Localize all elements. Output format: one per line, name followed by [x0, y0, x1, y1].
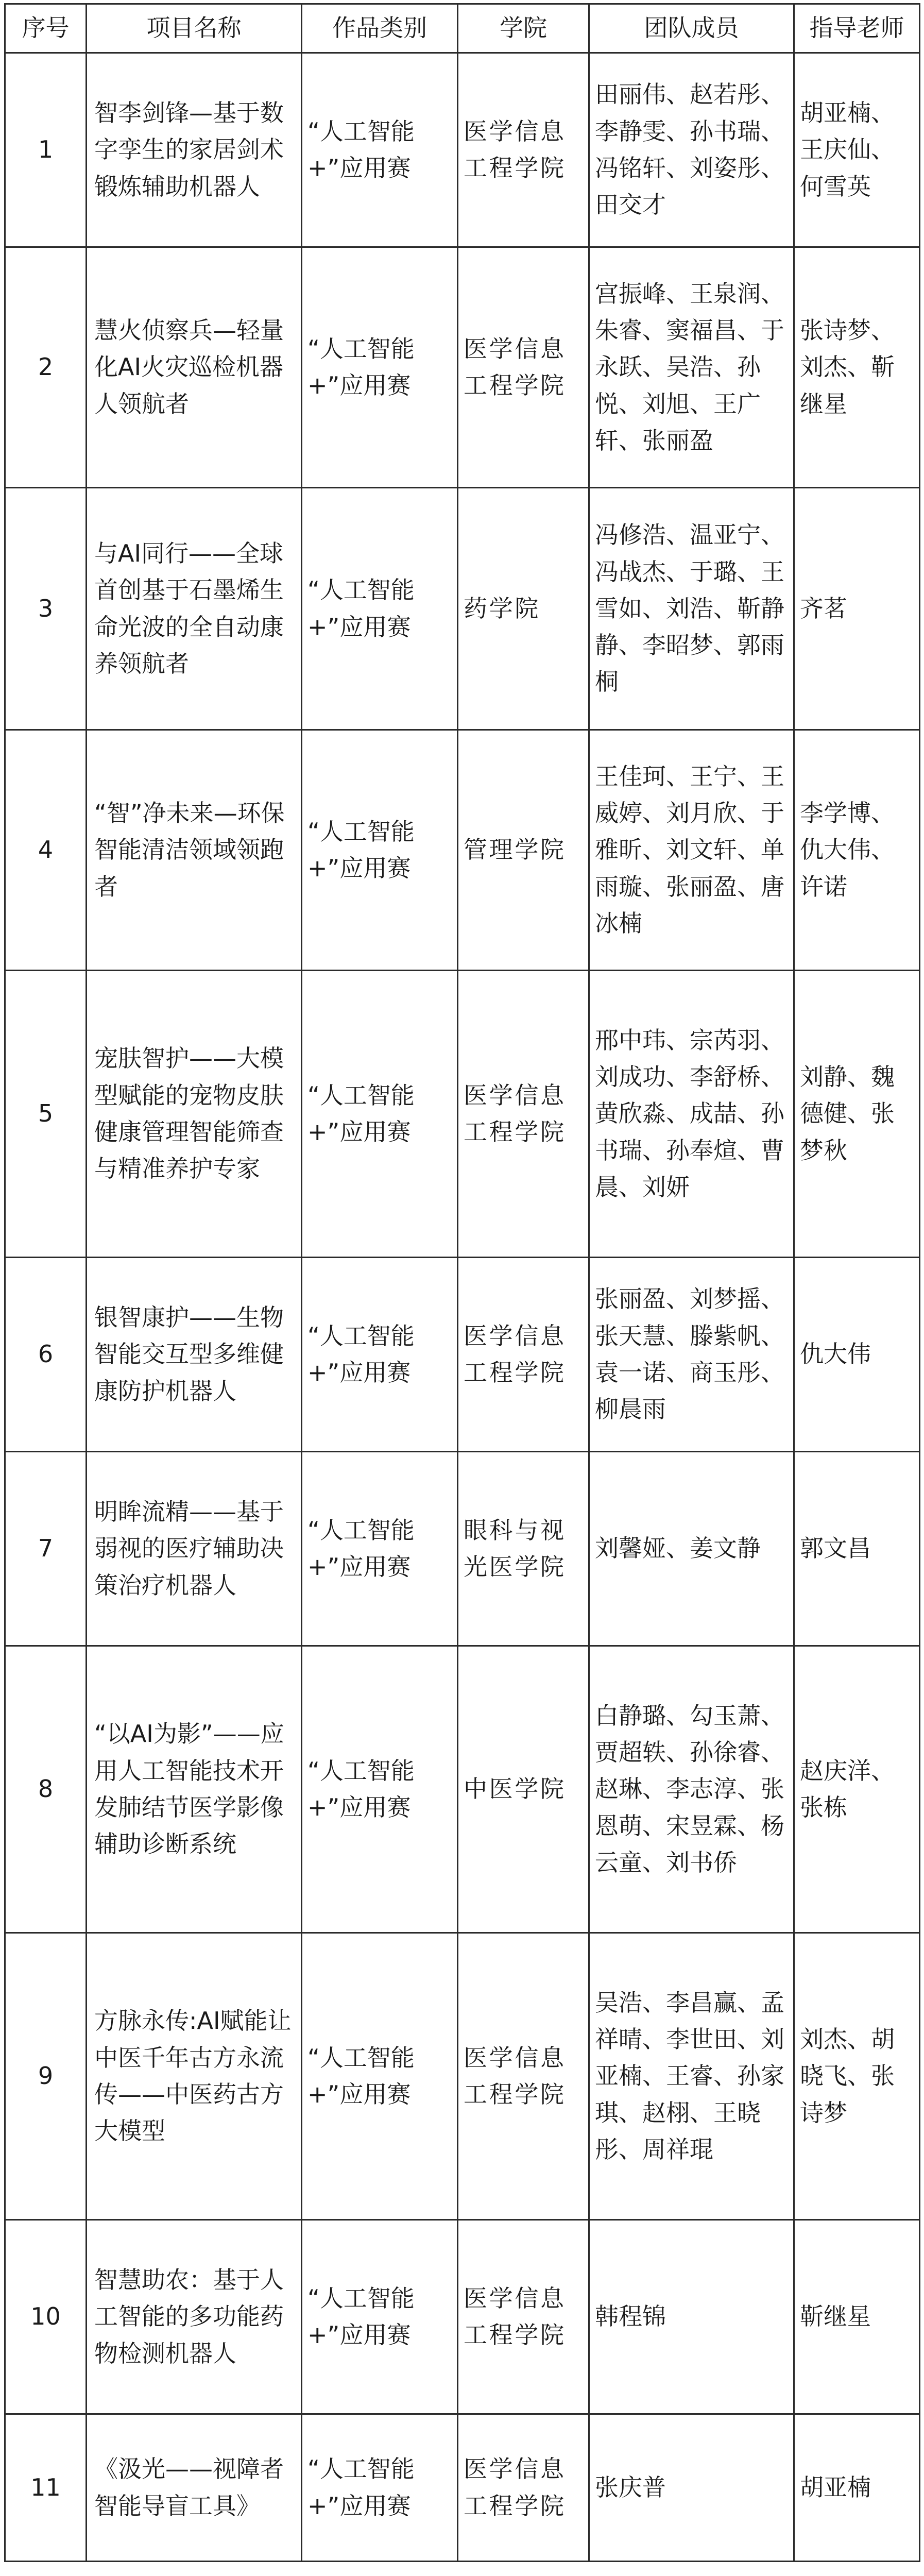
cell-college: 管理学院	[458, 730, 589, 971]
table-row	[5, 2220, 920, 2414]
table-body	[5, 53, 920, 2562]
table-row	[5, 488, 920, 730]
cell-no: 3	[5, 488, 87, 730]
cell-advisors: 仇大伟	[794, 1258, 920, 1452]
cell-project: 智李剑锋—基于数字孪生的家居剑术锻炼辅助机器人	[87, 53, 302, 247]
cell-category: “人工智能+”应用赛	[302, 730, 458, 971]
table-header	[5, 4, 920, 53]
cell-members: 张丽盈、刘梦摇、张天慧、滕紫帆、袁一诺、商玉彤、柳晨雨	[589, 1258, 794, 1452]
cell-members: 张庆普	[589, 2414, 794, 2562]
table-row	[5, 730, 920, 971]
cell-project: 《汲光——视障者智能导盲工具》	[87, 2414, 302, 2562]
cell-members: 邢中玮、宗芮羽、刘成功、李舒桥、黄欣淼、成喆、孙书瑞、孙奉煊、曹晨、刘妍	[589, 971, 794, 1258]
cell-advisors: 齐茗	[794, 488, 920, 730]
cell-college: 医学信息工程学院	[458, 971, 589, 1258]
cell-advisors: 李学博、仇大伟、许诺	[794, 730, 920, 971]
cell-members: 宫振峰、王泉润、朱睿、窦福昌、于永跃、吴浩、孙悦、刘旭、王广轩、张丽盈	[589, 247, 794, 488]
cell-category: “人工智能+”应用赛	[302, 1933, 458, 2220]
header-project: 项目名称	[87, 4, 302, 53]
cell-advisors: 赵庆洋、张栋	[794, 1646, 920, 1933]
table-row	[5, 971, 920, 1258]
cell-no: 2	[5, 247, 87, 488]
cell-project: 宠肤智护——大模型赋能的宠物皮肤健康管理智能筛查与精准养护专家	[87, 971, 302, 1258]
header-advisors: 指导老师	[794, 4, 920, 53]
cell-project: 慧火侦察兵—轻量化AI火灾巡检机器人领航者	[87, 247, 302, 488]
cell-members: 白静璐、勾玉萧、贾超轶、孙徐睿、赵琳、李志淳、张恩萌、宋昱霖、杨云童、刘书侨	[589, 1646, 794, 1933]
cell-members: 田丽伟、赵若彤、李静雯、孙书瑞、冯铭轩、刘姿彤、田交才	[589, 53, 794, 247]
cell-college: 医学信息工程学院	[458, 1258, 589, 1452]
cell-college: 医学信息工程学院	[458, 247, 589, 488]
cell-category: “人工智能+”应用赛	[302, 2220, 458, 2414]
table-row	[5, 1933, 920, 2220]
cell-category: “人工智能+”应用赛	[302, 1452, 458, 1646]
cell-category: “人工智能+”应用赛	[302, 488, 458, 730]
cell-category: “人工智能+”应用赛	[302, 1646, 458, 1933]
table-row	[5, 247, 920, 488]
cell-no: 10	[5, 2220, 87, 2414]
table-row	[5, 1452, 920, 1646]
cell-project: “以AI为影”——应用人工智能技术开发肺结节医学影像辅助诊断系统	[87, 1646, 302, 1933]
header-row	[5, 4, 920, 53]
cell-advisors: 刘杰、胡晓飞、张诗梦	[794, 1933, 920, 2220]
cell-college: 眼科与视光医学院	[458, 1452, 589, 1646]
table-row	[5, 1258, 920, 1452]
cell-members: 冯修浩、温亚宁、冯战杰、于璐、王雪如、刘浩、靳静静、李昭梦、郭雨桐	[589, 488, 794, 730]
cell-college: 医学信息工程学院	[458, 2414, 589, 2562]
cell-category: “人工智能+”应用赛	[302, 1258, 458, 1452]
table-row	[5, 53, 920, 247]
award-table	[4, 3, 920, 2562]
cell-no: 8	[5, 1646, 87, 1933]
cell-project: 方脉永传:AI赋能让中医千年古方永流传——中医药古方大模型	[87, 1933, 302, 2220]
cell-advisors: 郭文昌	[794, 1452, 920, 1646]
cell-college: 中医学院	[458, 1646, 589, 1933]
cell-members: 刘馨娅、姜文静	[589, 1452, 794, 1646]
cell-college: 医学信息工程学院	[458, 2220, 589, 2414]
cell-advisors: 胡亚楠	[794, 2414, 920, 2562]
cell-project: 智慧助农：基于人工智能的多功能药物检测机器人	[87, 2220, 302, 2414]
table-row	[5, 1646, 920, 1933]
cell-no: 9	[5, 1933, 87, 2220]
cell-no: 7	[5, 1452, 87, 1646]
cell-members: 吴浩、李昌赢、孟祥晴、李世田、刘亚楠、王睿、孙家琪、赵栩、王晓彤、周祥琨	[589, 1933, 794, 2220]
cell-members: 王佳珂、王宁、王威婷、刘月欣、于雅昕、刘文轩、单雨璇、张丽盈、唐冰楠	[589, 730, 794, 971]
cell-project: 银智康护——生物智能交互型多维健康防护机器人	[87, 1258, 302, 1452]
cell-project: 明眸流精——基于弱视的医疗辅助决策治疗机器人	[87, 1452, 302, 1646]
cell-category: “人工智能+”应用赛	[302, 247, 458, 488]
cell-college: 药学院	[458, 488, 589, 730]
header-no: 序号	[5, 4, 87, 53]
header-category: 作品类别	[302, 4, 458, 53]
cell-advisors: 胡亚楠、王庆仙、何雪英	[794, 53, 920, 247]
cell-no: 5	[5, 971, 87, 1258]
cell-advisors: 靳继星	[794, 2220, 920, 2414]
cell-advisors: 张诗梦、刘杰、靳继星	[794, 247, 920, 488]
cell-college: 医学信息工程学院	[458, 1933, 589, 2220]
cell-project: “智”净未来—环保智能清洁领域领跑者	[87, 730, 302, 971]
cell-no: 4	[5, 730, 87, 971]
cell-category: “人工智能+”应用赛	[302, 971, 458, 1258]
cell-no: 11	[5, 2414, 87, 2562]
header-members: 团队成员	[589, 4, 794, 53]
cell-advisors: 刘静、魏德健、张梦秋	[794, 971, 920, 1258]
cell-no: 1	[5, 53, 87, 247]
cell-no: 6	[5, 1258, 87, 1452]
cell-category: “人工智能+”应用赛	[302, 53, 458, 247]
table-row	[5, 2414, 920, 2562]
cell-category: “人工智能+”应用赛	[302, 2414, 458, 2562]
cell-project: 与AI同行——全球首创基于石墨烯生命光波的全自动康养领航者	[87, 488, 302, 730]
cell-members: 韩程锦	[589, 2220, 794, 2414]
header-college: 学院	[458, 4, 589, 53]
cell-college: 医学信息工程学院	[458, 53, 589, 247]
